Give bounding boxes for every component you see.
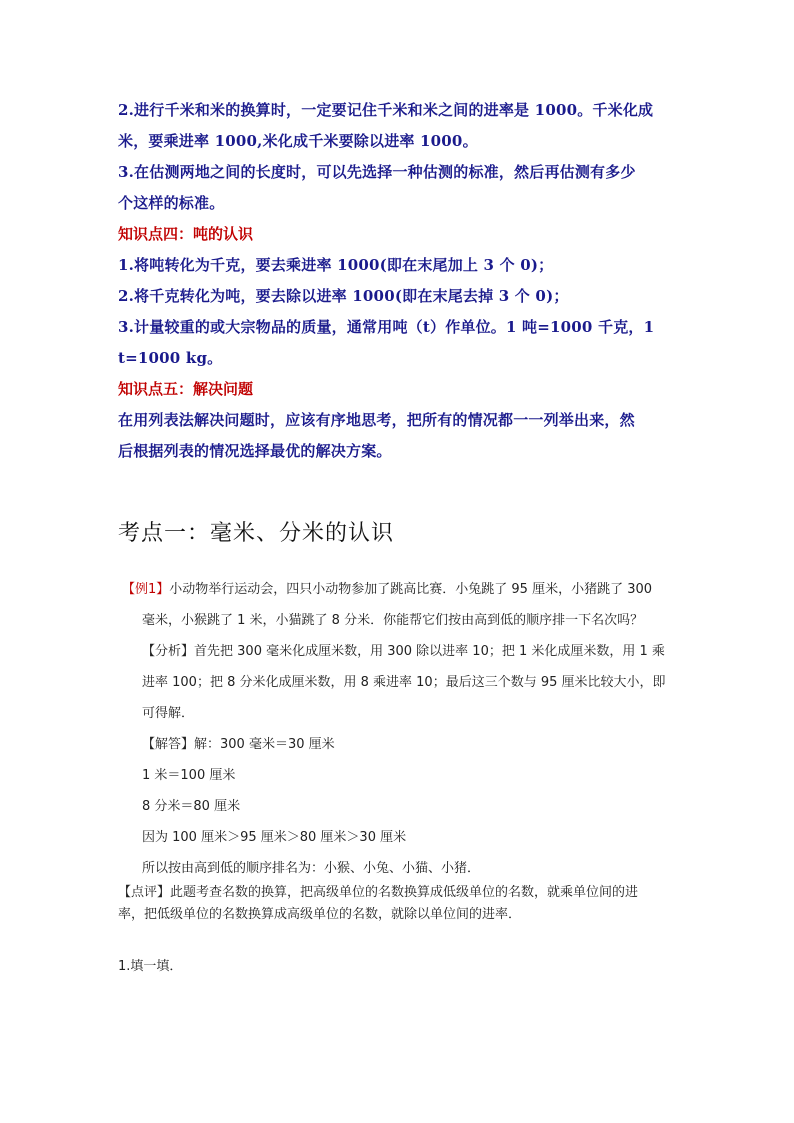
paragraph-2-line-2: 米，要乘进率 1000,米化成千米要除以进率 1000。 (118, 132, 478, 150)
kp5-heading: 知识点五：解决问题 (118, 380, 254, 398)
kp4-line-1: 1.将吨转化为千克，要去乘进率 1000(即在末尾加上 3 个 0)； (118, 256, 554, 274)
kp4-line-3b: t=1000 kg。 (118, 349, 223, 367)
kp5-line-2: 后根据列表的情况选择最优的解决方案。 (118, 442, 392, 460)
kp4-line-2: 2.将千克转化为吨，要去除以进率 1000(即在末尾去掉 3 个 0)； (118, 287, 569, 305)
paragraph-3-line-1: 3.在估测两地之间的长度时，可以先选择一种估测的标准，然后再估测有多少 (118, 163, 636, 181)
comment-line-1: 【点评】此题考查名数的换算，把高级单位的名数换算成低级单位的名数，就乘单位间的进 (118, 885, 639, 900)
answer-line-3: 8 分米＝80 厘米 (142, 799, 241, 814)
kp4-heading: 知识点四：吨的认识 (118, 225, 254, 243)
analysis-line-3: 可得解． (142, 706, 195, 721)
example-question-line-1: 【例1】小动物举行运动会，四只小动物参加了跳高比赛．小兔跳了 95 厘米，小猪跳了 300 (122, 582, 653, 597)
answer-line-4: 因为 100 厘米＞95 厘米＞80 厘米＞30 厘米 (142, 830, 407, 845)
example-tag: 【例1】 (122, 582, 170, 597)
answer-line-5: 所以按由高到低的顺序排名为：小猴、小兔、小猫、小猪． (142, 861, 481, 876)
comment-line-2: 率，把低级单位的名数换算成高级单位的名数，就除以单位间的进率． (118, 907, 522, 922)
kp5-line-1: 在用列表法解决问题时，应该有序地思考，把所有的情况都一一列举出来，然 (118, 411, 635, 429)
knowledge-point-3-rest (118, 95, 680, 219)
answer-line-1: 【解答】解：300 毫米＝30 厘米 (142, 737, 335, 752)
answer-tag: 【解答】 (142, 737, 195, 752)
example-1 (122, 574, 682, 884)
comment (118, 882, 680, 926)
analysis-line-1: 【分析】首先把 300 毫米化成厘米数，用 300 除以进率 10；把 1 米化成厘米数，用 1 乘 (142, 644, 665, 659)
comment-tag: 【点评】 (118, 885, 171, 900)
kaodian-title: 考点一：毫米、分米的认识 (118, 521, 395, 546)
question-1: 1.填一填． (118, 959, 183, 974)
paragraph-2-line-1: 2.进行千米和米的换算时，一定要记住千米和米之间的进率是 1000。千米化成 (118, 101, 654, 119)
analysis-line-2: 进率 100；把 8 分米化成厘米数，用 8 乘进率 10；最后这三个数与 95 厘米比较大小，即 (142, 675, 666, 690)
knowledge-point-5 (118, 374, 680, 467)
paragraph-3-line-2: 个这样的标准。 (118, 194, 225, 212)
answer-line-2: 1 米＝100 厘米 (142, 768, 236, 783)
knowledge-point-4 (118, 219, 680, 374)
kp4-line-3a: 3.计量较重的或大宗物品的质量，通常用吨（t）作单位。1 吨=1000 千克，1 (118, 318, 655, 336)
example-question-line-2: 毫米，小猴跳了 1 米，小猫跳了 8 分米．你能帮它们按由高到低的顺序排一下名次吗？ (142, 613, 644, 628)
analysis-tag: 【分析】 (142, 644, 195, 659)
